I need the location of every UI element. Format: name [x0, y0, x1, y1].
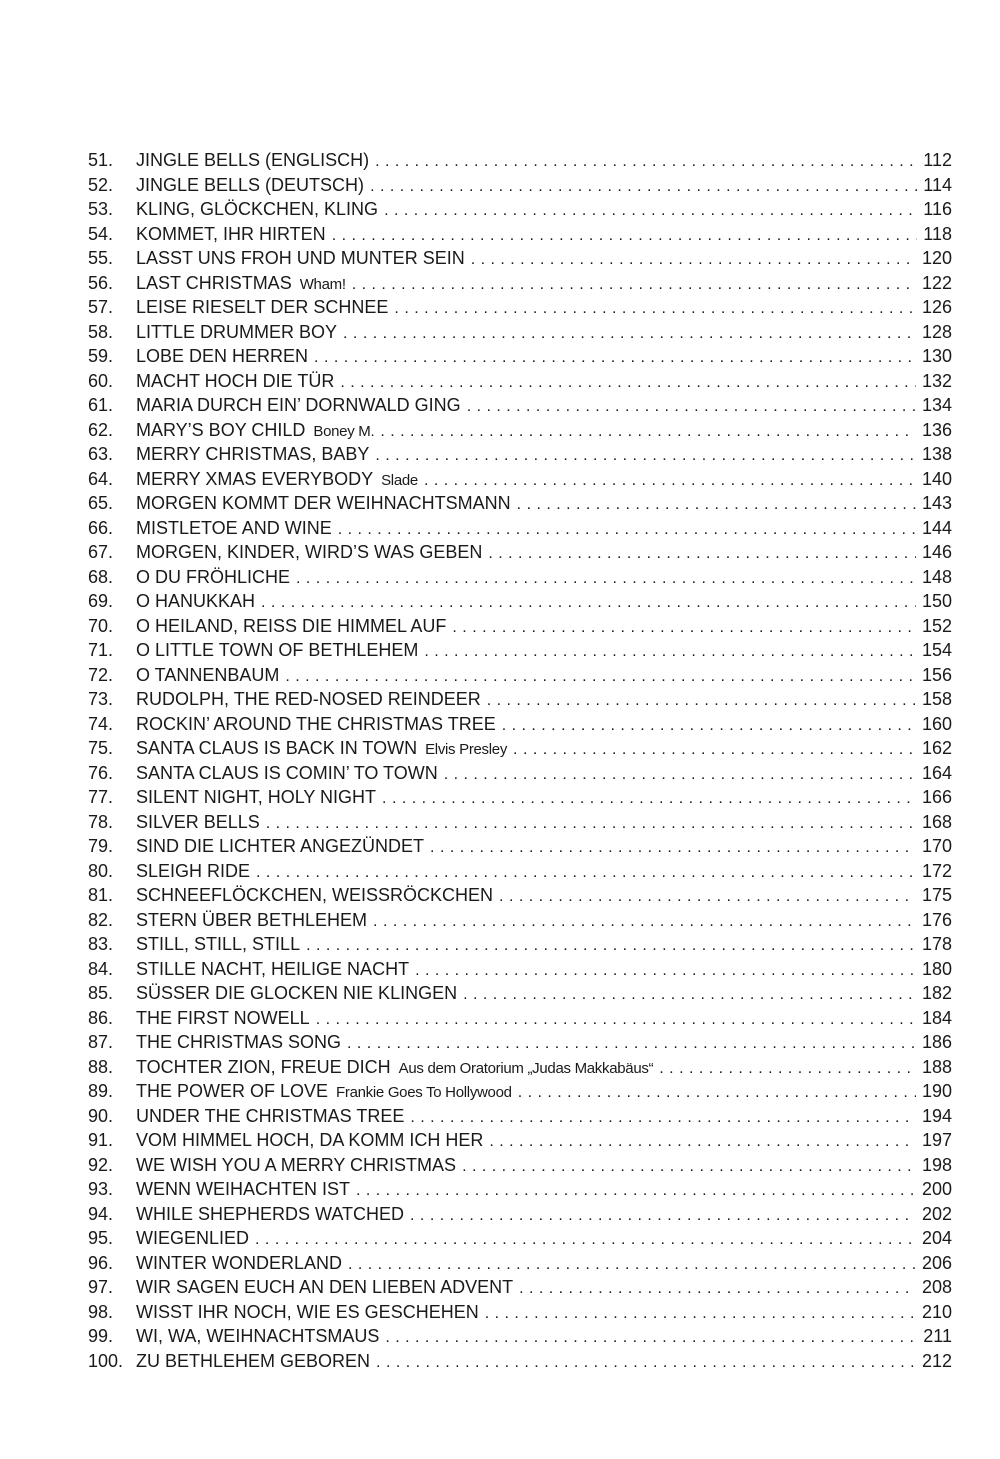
dot-leader: [332, 224, 918, 249]
entry-number: 51.: [88, 150, 114, 170]
entry-number: 87.: [88, 1032, 114, 1052]
page-number: 188: [921, 1056, 952, 1077]
song-title: O LITTLE TOWN OF BETHLEHEM: [136, 640, 419, 660]
page-number: 194: [921, 1105, 952, 1126]
entry-number: 60.: [88, 370, 114, 391]
entry-number: 93.: [88, 1179, 114, 1199]
page-number: 120: [921, 248, 952, 268]
toc-entry: [88, 540, 952, 565]
page-number: 162: [921, 738, 952, 758]
dot-leader: [487, 689, 916, 714]
toc-entry: [88, 1275, 952, 1300]
dot-leader: [452, 616, 916, 641]
dot-leader: [373, 910, 916, 935]
song-title: WI, WA, WEIHNACHTSMAUS: [136, 1326, 380, 1346]
dot-leader: [338, 518, 916, 543]
toc-entry: [88, 197, 952, 222]
song-title: KOMMET, IHR HIRTEN: [136, 223, 326, 244]
entry-number: 86.: [88, 1007, 114, 1028]
toc-entry: [88, 1030, 952, 1055]
page-number: 172: [921, 860, 952, 881]
song-title: LEISE RIESELT DER SCHNEE: [136, 297, 389, 317]
page-number: 180: [921, 958, 952, 979]
song-title: SANTA CLAUS IS BACK IN TOWN: [136, 738, 418, 758]
song-title: SÜSSER DIE GLOCKEN NIE KLINGEN: [136, 983, 458, 1003]
song-title: WINTER WONDERLAND: [136, 1252, 342, 1273]
song-title: MERRY CHRISTMAS, BABY: [136, 444, 370, 464]
entry-number: 55.: [88, 248, 114, 268]
entry-number: 67.: [88, 542, 114, 562]
dot-leader: [314, 346, 916, 371]
toc-entry: [88, 1177, 952, 1202]
entry-number: 59.: [88, 346, 114, 366]
dot-leader: [518, 1081, 916, 1106]
entry-number: 76.: [88, 762, 114, 783]
song-title: VOM HIMMEL HOCH, DA KOMM ICH HER: [136, 1130, 484, 1150]
song-title: JINGLE BELLS (ENGLISCH): [136, 150, 370, 170]
entry-number: 66.: [88, 517, 114, 538]
entry-number: 97.: [88, 1277, 114, 1297]
song-artist: Boney M.: [313, 422, 375, 440]
entry-number: 69.: [88, 591, 114, 611]
page-number: 152: [921, 615, 952, 636]
dot-leader: [356, 1179, 916, 1204]
page-number: 198: [921, 1154, 952, 1175]
entry-number: 74.: [88, 713, 114, 734]
toc-entry: [88, 148, 952, 173]
song-title: LASST UNS FROH UND MUNTER SEIN: [136, 248, 465, 268]
dot-leader: [410, 1106, 916, 1131]
table-of-contents: [88, 148, 952, 1373]
toc-entry: [88, 1251, 952, 1276]
dot-leader: [376, 1351, 916, 1376]
entry-number: 73.: [88, 689, 114, 709]
page-number: 164: [921, 762, 952, 783]
dot-leader: [463, 983, 916, 1008]
page-number: 116: [923, 199, 952, 219]
entry-number: 52.: [88, 174, 114, 195]
dot-leader: [340, 371, 916, 396]
toc-entry: [88, 1153, 952, 1178]
page-number: 132: [921, 370, 952, 391]
toc-entry: [88, 1006, 952, 1031]
song-title: O HEILAND, REISS DIE HIMMEL AUF: [136, 615, 447, 636]
song-title: MERRY XMAS EVERYBODY: [136, 468, 374, 489]
song-title: WIR SAGEN EUCH AN DEN LIEBEN ADVENT: [136, 1277, 514, 1297]
page-number: 211: [923, 1326, 952, 1346]
toc-entry: [88, 687, 952, 712]
entry-number: 79.: [88, 836, 114, 856]
entry-number: 70.: [88, 615, 114, 636]
song-title: WE WISH YOU A MERRY CHRISTMAS: [136, 1154, 457, 1175]
dot-leader: [370, 175, 917, 200]
page-number: 190: [921, 1081, 952, 1101]
entry-number: 53.: [88, 199, 114, 219]
song-artist: Frankie Goes To Hollywood: [336, 1084, 512, 1101]
dot-leader: [485, 1302, 916, 1327]
entry-number: 84.: [88, 958, 114, 979]
entry-number: 64.: [88, 468, 114, 489]
toc-entry: [88, 565, 952, 590]
entry-number: 61.: [88, 395, 114, 415]
dot-leader: [444, 763, 916, 788]
entry-number: 54.: [88, 223, 114, 244]
toc-entry: [88, 418, 952, 443]
toc-entry: [88, 1226, 952, 1251]
toc-entry: [88, 222, 952, 247]
dot-leader: [261, 591, 916, 616]
song-title: SIND DIE LICHTER ANGEZÜNDET: [136, 836, 425, 856]
page-number: 206: [921, 1252, 952, 1273]
dot-leader: [410, 1204, 916, 1229]
entry-number: 72.: [88, 664, 114, 685]
page-number: 176: [921, 909, 952, 930]
entry-number: 90.: [88, 1105, 114, 1126]
page-number: 136: [921, 419, 952, 440]
entry-number: 83.: [88, 934, 114, 954]
page-number: 186: [921, 1032, 952, 1052]
song-title: ROCKIN’ AROUND THE CHRISTMAS TREE: [136, 713, 496, 734]
song-title: MARIA DURCH EIN’ DORNWALD GING: [136, 395, 461, 415]
song-title: SANTA CLAUS IS COMIN’ TO TOWN: [136, 762, 438, 783]
page-number: 208: [921, 1277, 952, 1297]
toc-entry: [88, 761, 952, 786]
toc-entry: [88, 981, 952, 1006]
toc-entry: [88, 320, 952, 345]
toc-entry: [88, 589, 952, 614]
song-title: MORGEN, KINDER, WIRD’S WAS GEBEN: [136, 542, 483, 562]
dot-leader: [499, 885, 916, 910]
dot-leader: [380, 420, 916, 445]
page-number: 197: [921, 1130, 952, 1150]
page-number: 126: [921, 297, 952, 317]
dot-leader: [430, 836, 916, 861]
dot-leader: [394, 297, 916, 322]
entry-number: 80.: [88, 860, 114, 881]
dot-leader: [471, 248, 916, 273]
dot-leader: [489, 1130, 916, 1155]
page-number: 166: [921, 787, 952, 807]
toc-entry: [88, 516, 952, 541]
page-number: 140: [921, 468, 952, 489]
song-title: LOBE DEN HERREN: [136, 346, 309, 366]
song-title: STILLE NACHT, HEILIGE NACHT: [136, 958, 410, 979]
song-title: ZU BETHLEHEM GEBOREN: [136, 1350, 371, 1371]
song-title: STILL, STILL, STILL: [136, 934, 301, 954]
entry-number: 77.: [88, 787, 114, 807]
entry-number: 81.: [88, 885, 114, 905]
entry-number: 65.: [88, 493, 114, 513]
page-number: 112: [923, 150, 952, 170]
toc-entry: [88, 1128, 952, 1153]
toc-entry: [88, 491, 952, 516]
toc-entry: [88, 834, 952, 859]
page-number: 148: [921, 566, 952, 587]
toc-entry: [88, 785, 952, 810]
toc-entry: [88, 1202, 952, 1227]
dot-leader: [348, 1253, 916, 1278]
song-artist: Aus dem Oratorium „Judas Makkabäus“: [398, 1059, 654, 1077]
page-number: 146: [921, 542, 952, 562]
entry-number: 100.: [88, 1350, 124, 1371]
toc-entry: [88, 883, 952, 908]
entry-number: 95.: [88, 1228, 114, 1248]
song-title: SILENT NIGHT, HOLY NIGHT: [136, 787, 377, 807]
page-number: 175: [921, 885, 952, 905]
page-number: 138: [921, 444, 952, 464]
dot-leader: [347, 1032, 916, 1057]
song-title: UNDER THE CHRISTMAS TREE: [136, 1105, 405, 1126]
dot-leader: [519, 1277, 916, 1302]
dot-leader: [385, 1326, 917, 1351]
toc-entry: [88, 859, 952, 884]
song-title: MACHT HOCH DIE TÜR: [136, 370, 335, 391]
song-title: THE POWER OF LOVE: [136, 1081, 329, 1101]
toc-entry: [88, 1349, 952, 1374]
dot-leader: [424, 469, 916, 494]
toc-entry: [88, 442, 952, 467]
page-number: 158: [921, 689, 952, 709]
dot-leader: [467, 395, 916, 420]
toc-entry: [88, 1104, 952, 1129]
song-title: RUDOLPH, THE RED-NOSED REINDEER: [136, 689, 481, 709]
page-number: 130: [921, 346, 952, 366]
song-artist: Elvis Presley: [425, 741, 508, 758]
entry-number: 98.: [88, 1301, 114, 1322]
entry-number: 89.: [88, 1081, 114, 1101]
entry-number: 99.: [88, 1326, 114, 1346]
page-number: 184: [921, 1007, 952, 1028]
song-title: MARY’S BOY CHILD: [136, 419, 306, 440]
entry-number: 75.: [88, 738, 114, 758]
dot-leader: [375, 150, 917, 175]
song-title: LITTLE DRUMMER BOY: [136, 321, 338, 342]
entry-number: 85.: [88, 983, 114, 1003]
page-number: 128: [921, 321, 952, 342]
dot-leader: [256, 861, 916, 886]
dot-leader: [517, 493, 916, 518]
page-number: 170: [921, 836, 952, 856]
page-number: 210: [921, 1301, 952, 1322]
dot-leader: [306, 934, 916, 959]
page-number: 154: [921, 640, 952, 660]
song-title: MISTLETOE AND WINE: [136, 517, 332, 538]
dot-leader: [415, 959, 916, 984]
entry-number: 94.: [88, 1203, 114, 1224]
toc-entry: [88, 1324, 952, 1349]
page-number: 200: [921, 1179, 952, 1199]
entry-number: 82.: [88, 909, 114, 930]
page-number: 150: [921, 591, 952, 611]
entry-number: 71.: [88, 640, 114, 660]
song-title: STERN ÜBER BETHLEHEM: [136, 909, 368, 930]
toc-entry: [88, 1079, 952, 1104]
toc-entry: [88, 393, 952, 418]
toc-entry: [88, 344, 952, 369]
toc-entry: [88, 638, 952, 663]
entry-number: 62.: [88, 419, 114, 440]
page-number: 212: [921, 1350, 952, 1371]
page-number: 156: [921, 664, 952, 685]
toc-entry: [88, 467, 952, 492]
dot-leader: [488, 542, 916, 567]
page-number: 143: [921, 493, 952, 513]
dot-leader: [343, 322, 916, 347]
dot-leader: [316, 1008, 916, 1033]
entry-number: 78.: [88, 811, 114, 832]
song-title: THE FIRST NOWELL: [136, 1007, 310, 1028]
page-number: 182: [921, 983, 952, 1003]
page-number: 168: [921, 811, 952, 832]
dot-leader: [255, 1228, 916, 1253]
song-artist: Slade: [381, 471, 418, 489]
toc-entry: [88, 1300, 952, 1325]
page-number: 114: [923, 174, 952, 195]
page-number: 144: [921, 517, 952, 538]
toc-entry: [88, 957, 952, 982]
entry-number: 58.: [88, 321, 114, 342]
dot-leader: [502, 714, 916, 739]
dot-leader: [266, 812, 916, 837]
entry-number: 92.: [88, 1154, 114, 1175]
song-title: KLING, GLÖCKCHEN, KLING: [136, 199, 379, 219]
dot-leader: [382, 787, 916, 812]
page-number: 122: [921, 272, 952, 293]
page-number: 134: [921, 395, 952, 415]
entry-number: 96.: [88, 1252, 114, 1273]
toc-entry: [88, 712, 952, 737]
song-title: O HANUKKAH: [136, 591, 256, 611]
toc-entry: [88, 295, 952, 320]
page-number: 204: [921, 1228, 952, 1248]
dot-leader: [462, 1155, 916, 1180]
page-number: 118: [923, 223, 952, 244]
song-title: MORGEN KOMMT DER WEIHNACHTSMANN: [136, 493, 511, 513]
dot-leader: [375, 444, 916, 469]
toc-entry: [88, 736, 952, 761]
dot-leader: [513, 738, 916, 763]
dot-leader: [659, 1057, 916, 1082]
toc-entry: [88, 271, 952, 296]
song-title: WIEGENLIED: [136, 1228, 250, 1248]
song-title: O TANNENBAUM: [136, 664, 280, 685]
song-title: WENN WEIHACHTEN IST: [136, 1179, 350, 1199]
toc-entry: [88, 932, 952, 957]
song-title: SCHNEEFLÖCKCHEN, WEISSRÖCKCHEN: [136, 885, 494, 905]
dot-leader: [384, 199, 917, 224]
song-title: TOCHTER ZION, FREUE DICH: [136, 1056, 391, 1077]
dot-leader: [285, 665, 916, 690]
song-title: SILVER BELLS: [136, 811, 260, 832]
song-title: JINGLE BELLS (DEUTSCH): [136, 174, 365, 195]
song-title: SLEIGH RIDE: [136, 860, 251, 881]
toc-entry: [88, 173, 952, 198]
song-title: LAST CHRISTMAS: [136, 272, 292, 293]
dot-leader: [296, 567, 916, 592]
toc-entry: [88, 810, 952, 835]
toc-entry: [88, 369, 952, 394]
entry-number: 63.: [88, 444, 114, 464]
entry-number: 56.: [88, 272, 114, 293]
entry-number: 91.: [88, 1130, 114, 1150]
toc-entry: [88, 908, 952, 933]
toc-entry: [88, 663, 952, 688]
song-title: O DU FRÖHLICHE: [136, 566, 291, 587]
toc-entry: [88, 614, 952, 639]
toc-entry: [88, 246, 952, 271]
song-title: THE CHRISTMAS SONG: [136, 1032, 342, 1052]
entry-number: 68.: [88, 566, 114, 587]
dot-leader: [424, 640, 916, 665]
dot-leader: [352, 273, 916, 298]
song-title: WISST IHR NOCH, WIE ES GESCHEHEN: [136, 1301, 479, 1322]
page-number: 178: [921, 934, 952, 954]
page-number: 160: [921, 713, 952, 734]
song-title: WHILE SHEPHERDS WATCHED: [136, 1203, 405, 1224]
toc-entry: [88, 1055, 952, 1080]
page-number: 202: [921, 1203, 952, 1224]
entry-number: 57.: [88, 297, 114, 317]
entry-number: 88.: [88, 1056, 114, 1077]
song-artist: Wham!: [299, 275, 346, 293]
